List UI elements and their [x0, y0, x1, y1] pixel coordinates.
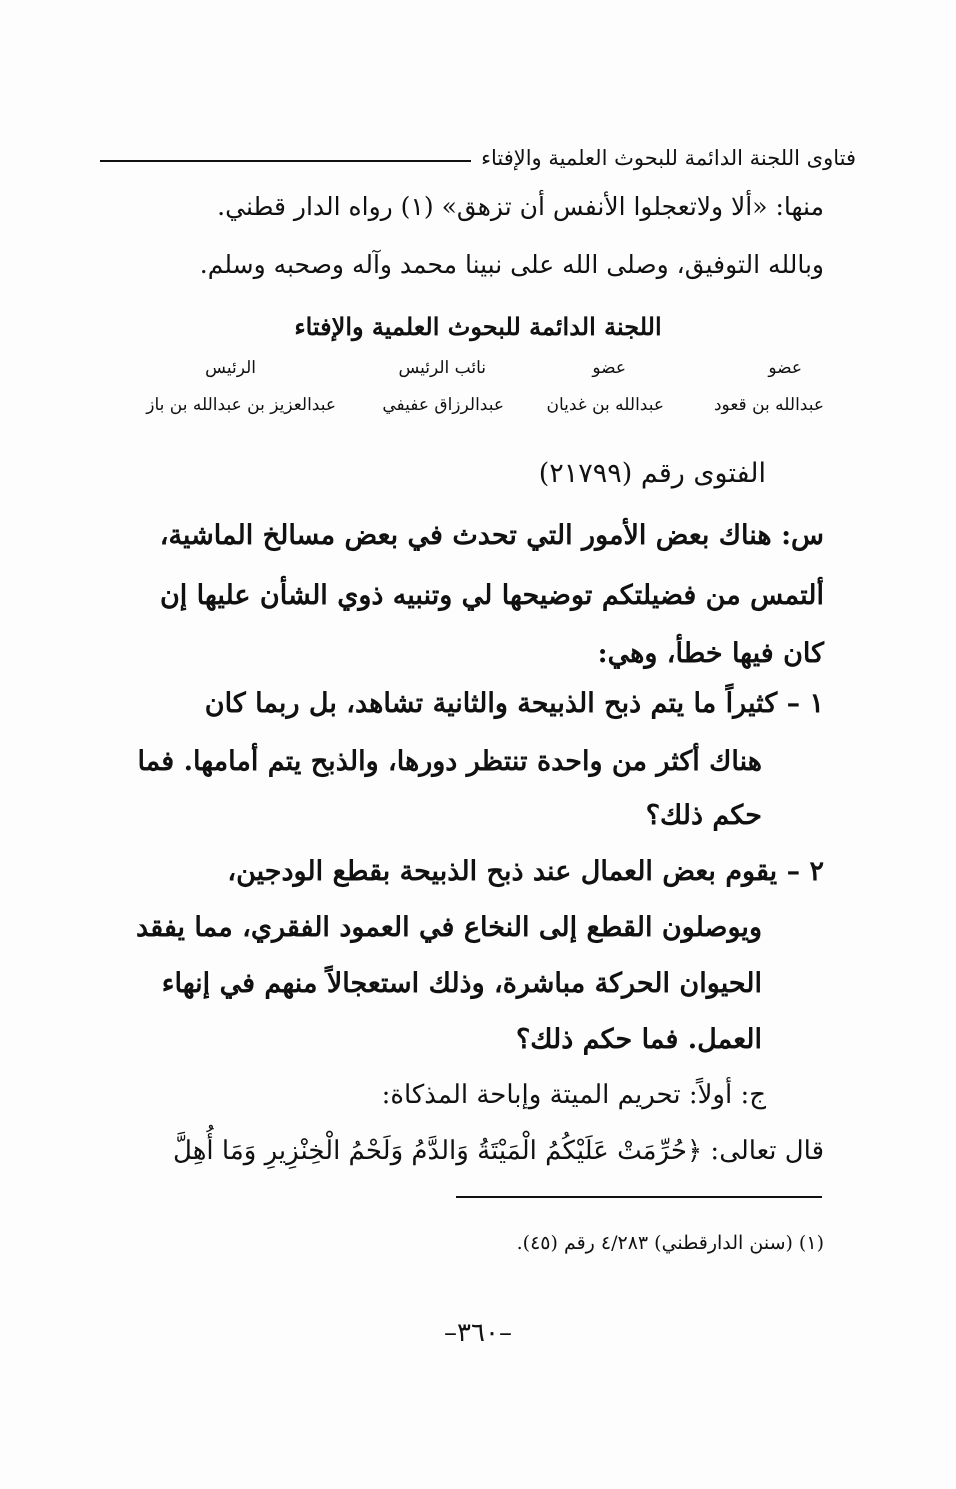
name-member-1: عبدالله بن قعود [713, 395, 824, 415]
footnote-rule [456, 1196, 822, 1198]
closing-line [200, 250, 824, 279]
hadith-line [217, 192, 824, 221]
page-number: –٣٦٠– [444, 1318, 512, 1348]
footnote: (١) (سنن الدارقطني) ٤/٢٨٣ رقم (٤٥). [516, 1232, 824, 1254]
question-line-6: حكم ذلك؟ [645, 800, 762, 831]
question-line-3: كان فيها خطأ، وهي: [597, 638, 824, 669]
closing-text: وبالله التوفيق، وصلى الله على نبينا محمد وآله وصحبه وسلم. [199, 250, 824, 279]
question-line-2: ألتمس من فضيلتكم توضيحها لي وتنبيه ذوي الشأن عليها إن [159, 580, 824, 611]
question-line-4: ١ – كثيراً ما يتم ذبح الذبيحة والثانية تشاهد، بل ربما كان [204, 688, 824, 719]
question-line-10: العمل. فما حكم ذلك؟ [515, 1024, 762, 1055]
answer-line-2: قال تعالى: ﴿حُرِّمَتْ عَلَيْكُمُ الْمَيْتَةُ وَالدَّمُ وَلَحْمُ الْخِنْزِيرِ وَمَا أُهِلَّ [173, 1136, 824, 1166]
committee-title: اللجنة الدائمة للبحوث العلمية والإفتاء [294, 312, 662, 341]
role-chairman: الرئيس [205, 358, 256, 378]
fatwa-number: الفتوى رقم (٢١٧٩٩) [538, 458, 766, 489]
role-vice-chairman: نائب الرئيس [398, 358, 486, 378]
question-line-1: س: هناك بعض الأمور التي تحدث في بعض مسالخ الماشية، [159, 520, 824, 551]
question-line-5: هناك أكثر من واحدة تنتظر دورها، والذبح يتم أمامها. فما [137, 746, 762, 777]
question-line-8: ويوصلون القطع إلى النخاع في العمود الفقري، مما يفقد [136, 912, 762, 943]
name-chairman: عبدالعزيز بن عبدالله بن باز [146, 395, 336, 415]
name-member-2: عبدالله بن غديان [546, 395, 664, 415]
header-title: فتاوى اللجنة الدائمة للبحوث العلمية والإفتاء [481, 146, 856, 170]
question-line-9: الحيوان الحركة مباشرة، وذلك استعجالاً منهم في إنهاء [161, 968, 762, 999]
question-line-7: ٢ – يقوم بعض العمال عند ذبح الذبيحة بقطع الودجين، [227, 856, 824, 887]
running-header [100, 130, 856, 170]
role-member-1: عضو [768, 358, 802, 378]
hadith-text: منها: «ألا ولاتعجلوا الأنفس أن تزهق» (١) رواه الدار قطني. [217, 192, 824, 221]
header-rule [100, 160, 471, 162]
name-vice-chairman: عبدالرزاق عفيفي [382, 395, 504, 415]
answer-line-1: ج: أولاً: تحريم الميتة وإباحة المذكاة: [381, 1080, 766, 1110]
role-member-2: عضو [592, 358, 626, 378]
